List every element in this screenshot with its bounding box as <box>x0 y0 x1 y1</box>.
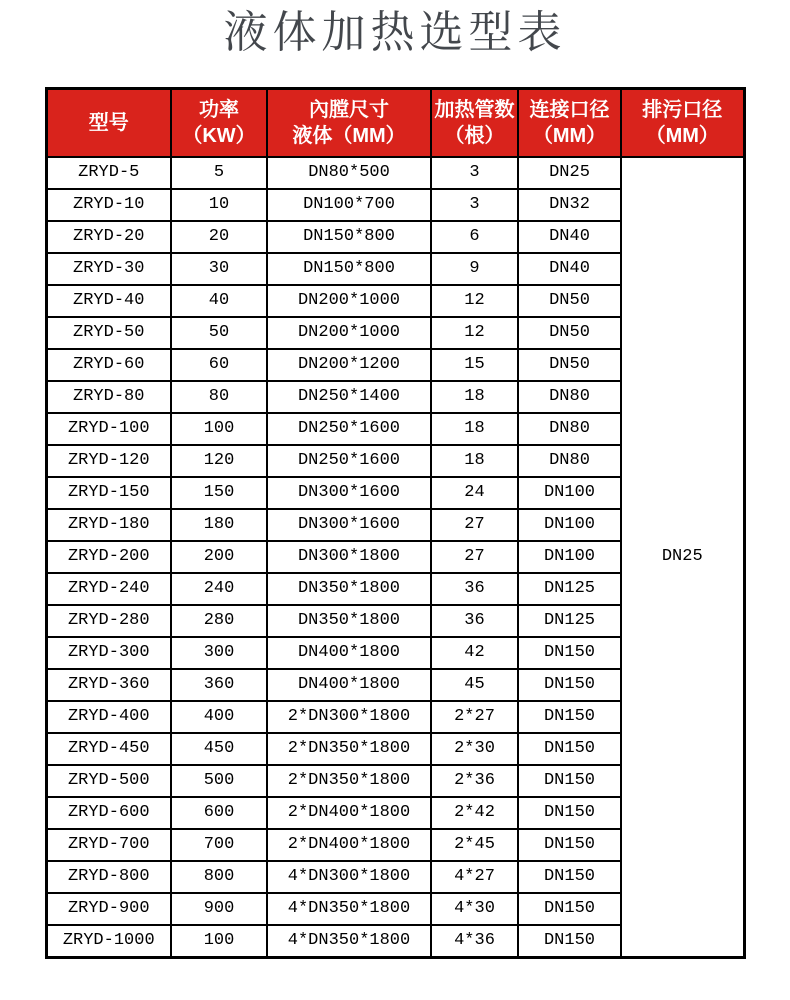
column-header-line: （KW） <box>182 124 256 147</box>
cell-connection-diameter: DN80 <box>518 381 621 413</box>
cell-connection-diameter: DN50 <box>518 285 621 317</box>
cell-inner-size: DN350*1800 <box>267 605 431 637</box>
table-header-row <box>46 88 744 157</box>
cell-tube-count: 18 <box>431 413 518 445</box>
cell-inner-size: DN200*1000 <box>267 317 431 349</box>
cell-connection-diameter: DN150 <box>518 669 621 701</box>
cell-inner-size: DN300*1600 <box>267 477 431 509</box>
cell-model: ZRYD-30 <box>46 253 171 285</box>
cell-model: ZRYD-40 <box>46 285 171 317</box>
column-header-line: 內膛尺寸 <box>309 98 389 121</box>
cell-connection-diameter: DN150 <box>518 765 621 797</box>
cell-model: ZRYD-120 <box>46 445 171 477</box>
cell-tube-count: 18 <box>431 445 518 477</box>
column-header-tube-count <box>431 88 518 157</box>
cell-model: ZRYD-180 <box>46 509 171 541</box>
cell-connection-diameter: DN150 <box>518 925 621 958</box>
cell-tube-count: 27 <box>431 509 518 541</box>
cell-tube-count: 9 <box>431 253 518 285</box>
cell-power: 600 <box>171 797 267 829</box>
cell-tube-count: 36 <box>431 573 518 605</box>
table-row <box>46 157 744 189</box>
cell-tube-count: 24 <box>431 477 518 509</box>
cell-power: 800 <box>171 861 267 893</box>
cell-tube-count: 6 <box>431 221 518 253</box>
column-header-line: 型号 <box>88 111 129 134</box>
cell-tube-count: 4*30 <box>431 893 518 925</box>
cell-inner-size: 4*DN300*1800 <box>267 861 431 893</box>
cell-connection-diameter: DN100 <box>518 509 621 541</box>
cell-power: 400 <box>171 701 267 733</box>
cell-model: ZRYD-300 <box>46 637 171 669</box>
cell-model: ZRYD-400 <box>46 701 171 733</box>
column-header-line: （MM） <box>532 124 607 147</box>
column-header-drain-diameter <box>621 88 744 157</box>
cell-tube-count: 4*36 <box>431 925 518 958</box>
cell-power: 900 <box>171 893 267 925</box>
cell-inner-size: DN400*1800 <box>267 669 431 701</box>
cell-tube-count: 42 <box>431 637 518 669</box>
cell-model: ZRYD-10 <box>46 189 171 221</box>
cell-tube-count: 2*27 <box>431 701 518 733</box>
cell-tube-count: 27 <box>431 541 518 573</box>
cell-model: ZRYD-500 <box>46 765 171 797</box>
cell-model: ZRYD-800 <box>46 861 171 893</box>
cell-connection-diameter: DN150 <box>518 861 621 893</box>
column-header-line: 排污口径 <box>642 98 723 121</box>
column-header-model <box>46 88 171 157</box>
cell-power: 120 <box>171 445 267 477</box>
cell-power: 50 <box>171 317 267 349</box>
cell-power: 5 <box>171 157 267 189</box>
cell-power: 300 <box>171 637 267 669</box>
cell-model: ZRYD-200 <box>46 541 171 573</box>
cell-power: 200 <box>171 541 267 573</box>
cell-inner-size: DN350*1800 <box>267 573 431 605</box>
column-header-line: 功率 <box>199 98 239 121</box>
cell-power: 180 <box>171 509 267 541</box>
cell-power: 20 <box>171 221 267 253</box>
drain-diameter-merged-cell: DN25 <box>621 157 744 958</box>
cell-connection-diameter: DN100 <box>518 477 621 509</box>
cell-connection-diameter: DN150 <box>518 893 621 925</box>
cell-connection-diameter: DN32 <box>518 189 621 221</box>
cell-connection-diameter: DN80 <box>518 445 621 477</box>
cell-tube-count: 2*30 <box>431 733 518 765</box>
cell-tube-count: 15 <box>431 349 518 381</box>
cell-power: 100 <box>171 925 267 958</box>
cell-model: ZRYD-80 <box>46 381 171 413</box>
page-title: 液体加热选型表 <box>223 7 567 58</box>
cell-inner-size: DN200*1000 <box>267 285 431 317</box>
cell-power: 500 <box>171 765 267 797</box>
cell-model: ZRYD-280 <box>46 605 171 637</box>
column-header-line: 液体（MM） <box>292 124 406 147</box>
cell-power: 10 <box>171 189 267 221</box>
cell-connection-diameter: DN150 <box>518 733 621 765</box>
column-header-line: （MM） <box>645 124 719 147</box>
cell-power: 30 <box>171 253 267 285</box>
cell-inner-size: DN250*1600 <box>267 413 431 445</box>
column-header-connection-diameter <box>518 88 621 157</box>
cell-connection-diameter: DN100 <box>518 541 621 573</box>
cell-inner-size: 2*DN300*1800 <box>267 701 431 733</box>
cell-inner-size: DN250*1400 <box>267 381 431 413</box>
cell-power: 700 <box>171 829 267 861</box>
cell-power: 150 <box>171 477 267 509</box>
cell-inner-size: DN80*500 <box>267 157 431 189</box>
cell-power: 40 <box>171 285 267 317</box>
cell-tube-count: 3 <box>431 189 518 221</box>
cell-inner-size: 2*DN400*1800 <box>267 797 431 829</box>
cell-inner-size: DN100*700 <box>267 189 431 221</box>
cell-inner-size: 4*DN350*1800 <box>267 893 431 925</box>
cell-model: ZRYD-5 <box>46 157 171 189</box>
cell-inner-size: DN300*1800 <box>267 541 431 573</box>
cell-tube-count: 2*45 <box>431 829 518 861</box>
cell-model: ZRYD-20 <box>46 221 171 253</box>
cell-tube-count: 45 <box>431 669 518 701</box>
cell-model: ZRYD-450 <box>46 733 171 765</box>
cell-tube-count: 3 <box>431 157 518 189</box>
cell-inner-size: DN250*1600 <box>267 445 431 477</box>
column-header-line: 连接口径 <box>529 98 610 121</box>
cell-tube-count: 36 <box>431 605 518 637</box>
cell-tube-count: 2*36 <box>431 765 518 797</box>
cell-model: ZRYD-1000 <box>46 925 171 958</box>
cell-model: ZRYD-240 <box>46 573 171 605</box>
cell-connection-diameter: DN50 <box>518 317 621 349</box>
cell-model: ZRYD-100 <box>46 413 171 445</box>
cell-inner-size: DN200*1200 <box>267 349 431 381</box>
table-body <box>46 157 744 958</box>
liquid-heating-selection-table <box>45 87 746 959</box>
cell-inner-size: DN400*1800 <box>267 637 431 669</box>
cell-tube-count: 4*27 <box>431 861 518 893</box>
cell-connection-diameter: DN150 <box>518 701 621 733</box>
cell-connection-diameter: DN40 <box>518 221 621 253</box>
cell-connection-diameter: DN50 <box>518 349 621 381</box>
cell-power: 450 <box>171 733 267 765</box>
cell-model: ZRYD-60 <box>46 349 171 381</box>
cell-connection-diameter: DN150 <box>518 829 621 861</box>
column-header-line: 加热管数 <box>434 98 515 121</box>
cell-connection-diameter: DN125 <box>518 573 621 605</box>
cell-power: 60 <box>171 349 267 381</box>
cell-connection-diameter: DN25 <box>518 157 621 189</box>
cell-power: 80 <box>171 381 267 413</box>
cell-connection-diameter: DN125 <box>518 605 621 637</box>
cell-model: ZRYD-900 <box>46 893 171 925</box>
column-header-power <box>171 88 267 157</box>
cell-tube-count: 12 <box>431 317 518 349</box>
cell-model: ZRYD-600 <box>46 797 171 829</box>
cell-tube-count: 12 <box>431 285 518 317</box>
cell-model: ZRYD-50 <box>46 317 171 349</box>
column-header-inner-size <box>267 88 431 157</box>
cell-inner-size: 2*DN350*1800 <box>267 733 431 765</box>
cell-inner-size: 2*DN350*1800 <box>267 765 431 797</box>
cell-model: ZRYD-700 <box>46 829 171 861</box>
cell-model: ZRYD-360 <box>46 669 171 701</box>
cell-connection-diameter: DN40 <box>518 253 621 285</box>
cell-tube-count: 2*42 <box>431 797 518 829</box>
cell-power: 360 <box>171 669 267 701</box>
cell-connection-diameter: DN80 <box>518 413 621 445</box>
cell-inner-size: DN150*800 <box>267 221 431 253</box>
cell-power: 240 <box>171 573 267 605</box>
column-header-line: （根） <box>444 124 505 147</box>
cell-model: ZRYD-150 <box>46 477 171 509</box>
cell-inner-size: 2*DN400*1800 <box>267 829 431 861</box>
cell-power: 100 <box>171 413 267 445</box>
cell-connection-diameter: DN150 <box>518 637 621 669</box>
cell-inner-size: 4*DN350*1800 <box>267 925 431 958</box>
cell-power: 280 <box>171 605 267 637</box>
cell-inner-size: DN300*1600 <box>267 509 431 541</box>
cell-inner-size: DN150*800 <box>267 253 431 285</box>
cell-tube-count: 18 <box>431 381 518 413</box>
cell-connection-diameter: DN150 <box>518 797 621 829</box>
